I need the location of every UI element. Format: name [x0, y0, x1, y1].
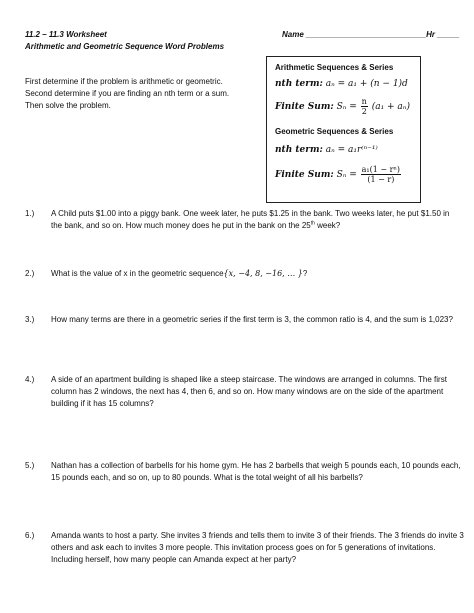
worksheet-title: 11.2 – 11.3 Worksheet — [25, 30, 107, 39]
instruction-line-1: First determine if the problem is arithmetic or geometric. — [25, 77, 223, 86]
question-4: 4.) A side of an apartment building is shaped like a steep staircase. The windows are arranged in columns. The first column has 2 windows, the next has 4, then 6, and so on. How many windows are on the side of the apartment building if it has 15 columns? — [25, 375, 447, 408]
question-2: 2.) What is the value of x in the geometric sequence{x, −4, 8, −16, … }? — [25, 269, 308, 278]
worksheet-subtitle: Arithmetic and Geometric Sequence Word Problems — [25, 42, 225, 51]
question-6: 6.) Amanda wants to host a party. She invites 3 friends and tells them to invite 3 of their friends. The 3 friends do invite 3 others and ask each to invites 3 more people. This invitation process goes on for 5 generations of invitations. Including herself, how many people can Amanda expect at her party? — [25, 531, 464, 564]
geo-sum-fraction: $\frac{\text{a₁(1 − rⁿ)}}{(1 - r)}$ — [361, 165, 401, 184]
question-5: 5.) Nathan has a collection of barbells for his home gym. He has 2 barbells that weigh 5 pounds each, 10 pounds each, 15 pounds each, and so on, up to 80 pounds. What is the total weight of all his barbells? — [25, 461, 461, 482]
question-3: 3.) How many terms are there in a geometric series if the first term is 3, the common ratio is 4, and the sum is 1,023? — [25, 315, 453, 324]
name-hour-line: Name ___________________________Hr _____ — [282, 30, 460, 39]
arithmetic-finite-sum-formula: Finite Sum: Sₙ = $\frac{n}{2}$ (a₁ + aₙ) — [275, 97, 410, 116]
question-1: 1.) A Child puts $1.00 into a piggy bank. One week later, he puts $1.25 in the bank. Two weeks later, he put $1.50 in the bank, and so on. How much money does he put in the bank on the 25th week? — [25, 209, 450, 230]
formula-reference-box — [266, 56, 421, 203]
arithmetic-heading: Arithmetic Sequences & Series — [275, 63, 394, 72]
geometric-finite-sum-formula: Finite Sum: Sₙ = $\frac{\text{a₁(1 − rⁿ)}}{(1 - r)}$ — [275, 165, 401, 184]
instruction-line-2: Second determine if you are finding an nth term or a sum. — [25, 89, 230, 98]
geometric-nth-term-formula: nth term: aₙ = a₁r⁽ⁿ⁻¹⁾ — [275, 145, 378, 155]
instruction-line-3: Then solve the problem. — [25, 101, 111, 110]
geometric-heading: Geometric Sequences & Series — [275, 127, 394, 136]
arithmetic-nth-term-formula: nth term: aₙ = a₁ + (n − 1)d — [275, 79, 408, 89]
arith-sum-fraction: $\frac{n}{2}$ — [361, 97, 367, 116]
